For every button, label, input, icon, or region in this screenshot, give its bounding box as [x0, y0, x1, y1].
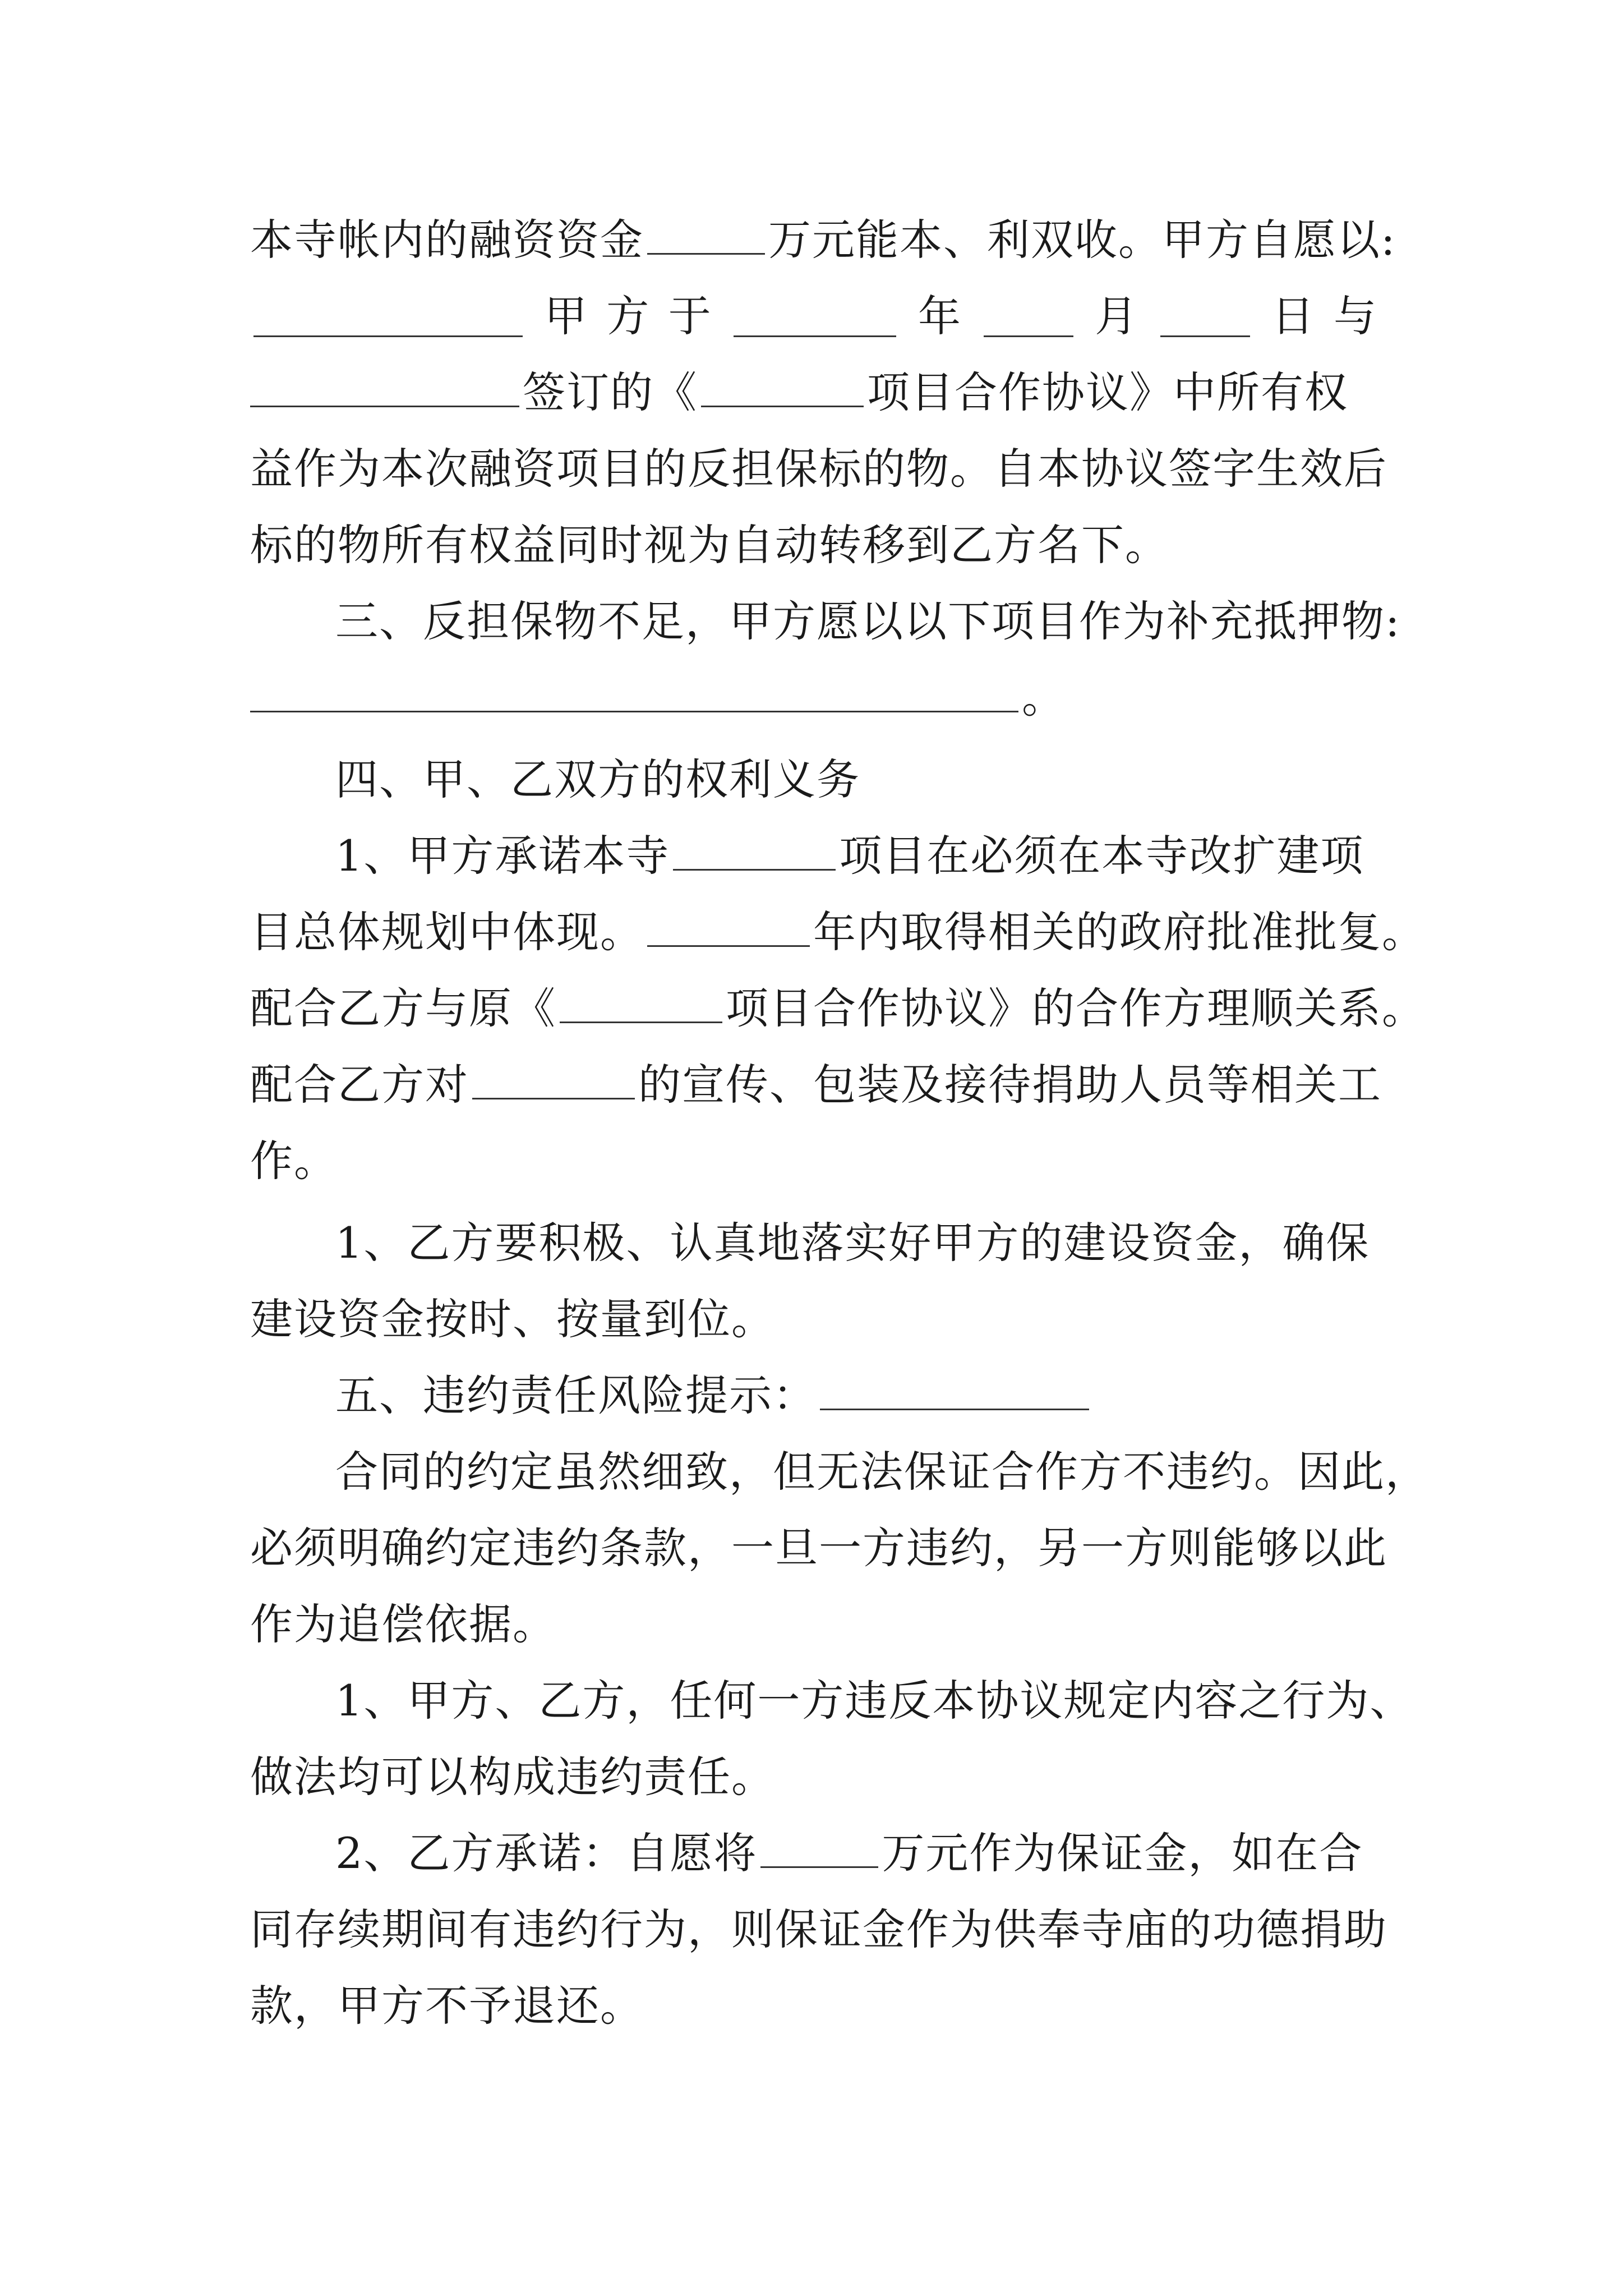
text-line-10: [250, 894, 1426, 970]
line-text: 于: [668, 291, 712, 341]
line-text: 与: [1333, 291, 1377, 341]
text-line-20: [250, 1663, 1414, 1739]
line-text: 做法均可以构成违约责任。: [250, 1752, 775, 1802]
line-text: 配合乙方与原《: [250, 983, 556, 1033]
line-text: 日: [1271, 291, 1316, 341]
text-line-14: [250, 1205, 1377, 1281]
text-line-16: [250, 1358, 1377, 1434]
line-text: 项目在必须在本寺改扩建项: [839, 831, 1364, 881]
text-line-11: [250, 970, 1426, 1047]
blank-field: [734, 296, 896, 337]
line-text: 建设资金按时、按量到位。: [250, 1294, 775, 1344]
blank-field: [250, 671, 1018, 712]
line-text: 签订的《: [523, 367, 698, 417]
blank-field: [647, 214, 765, 255]
text-line-18: [250, 1510, 1387, 1586]
text-line-15: [250, 1281, 1377, 1358]
text-line-21: [250, 1739, 1377, 1815]
text-line-3: [250, 355, 1377, 431]
text-line-8: [250, 742, 1377, 818]
text-line-22: [250, 1815, 1377, 1892]
document-body: [250, 202, 1429, 2044]
blank-field: [560, 982, 722, 1023]
text-line-4: [250, 431, 1387, 507]
text-line-2: [250, 278, 1377, 355]
blank-field: [820, 1369, 1089, 1410]
line-text: 甲: [544, 291, 588, 341]
line-text: 配合乙方对: [250, 1060, 469, 1110]
blank-field: [673, 830, 836, 871]
line-text: 必须明确约定违约条款，一旦一方违约，另一方则能够以此: [250, 1523, 1387, 1573]
line-text: 的宣传、包装及接待捐助人员等相关工: [638, 1060, 1382, 1110]
line-text: 万元作为保证金，如在合: [882, 1828, 1363, 1878]
line-text: 同存续期间有违约行为，则保证金作为供奉寺庙的功德捐助: [250, 1904, 1387, 1954]
line-text: 2、乙方承诺：自愿将: [335, 1828, 758, 1878]
line-text: 1、乙方要积极、认真地落实好甲方的建设资金，确保: [335, 1218, 1370, 1268]
line-text: 年内取得相关的政府批准批复。: [813, 907, 1426, 957]
text-line-19: [250, 1586, 1377, 1663]
text-line-23: [250, 1892, 1387, 1968]
line-text: 本寺帐内的融资资金: [250, 215, 644, 265]
line-text: 目总体规划中体现。: [250, 907, 644, 957]
text-line-9: [250, 818, 1377, 894]
line-text: 标的物所有权益同时视为自动转移到乙方名下。: [250, 520, 1169, 570]
line-text: 年: [917, 291, 962, 341]
line-text: 万元能本、利双收。甲方自愿以:: [768, 215, 1396, 265]
line-text: 益作为本次融资项目的反担保标的物。自本协议签字生效后: [250, 444, 1387, 494]
line-text: 月: [1095, 291, 1139, 341]
line-text: 款，甲方不予退还。: [250, 1981, 644, 2031]
text-line-1: [250, 202, 1396, 278]
blank-field: [647, 906, 810, 947]
line-text: 三、反担保物不足，甲方愿以以下项目作为补充抵押物:: [335, 596, 1401, 646]
line-text: 项目合作协议》的合作方理顺关系。: [726, 983, 1426, 1033]
text-line-6: [250, 583, 1401, 660]
blank-field: [253, 296, 523, 337]
line-text: 作。: [250, 1136, 338, 1186]
blank-field: [984, 296, 1073, 337]
section-heading: 四、甲、乙双方的权利义务: [335, 754, 860, 804]
text-line-12: [250, 1047, 1382, 1123]
line-text: 项目合作协议》中所有权: [867, 367, 1348, 417]
section-heading: 五、违约责任风险提示：: [335, 1370, 817, 1420]
text-line-17: [250, 1434, 1429, 1510]
text-line-5: [250, 507, 1377, 583]
blank-field: [760, 1827, 878, 1868]
line-text: 方: [606, 291, 651, 341]
line-text: 1、甲方、乙方，任何一方违反本协议规定内容之行为、: [335, 1676, 1414, 1726]
line-text: 。: [1022, 673, 1066, 723]
blank-field: [701, 366, 864, 407]
text-line-24: [250, 1968, 1377, 2044]
line-text: 合同的约定虽然细致，但无法保证合作方不违约。因此，: [335, 1447, 1429, 1497]
line-text: 1、甲方承诺本寺: [335, 831, 670, 881]
text-line-13: [250, 1123, 1377, 1199]
line-text: 作为追偿依据。: [250, 1599, 556, 1649]
text-line-7: [250, 660, 1377, 736]
blank-field: [1160, 296, 1250, 337]
blank-field: [472, 1059, 635, 1099]
blank-field: [250, 366, 519, 407]
